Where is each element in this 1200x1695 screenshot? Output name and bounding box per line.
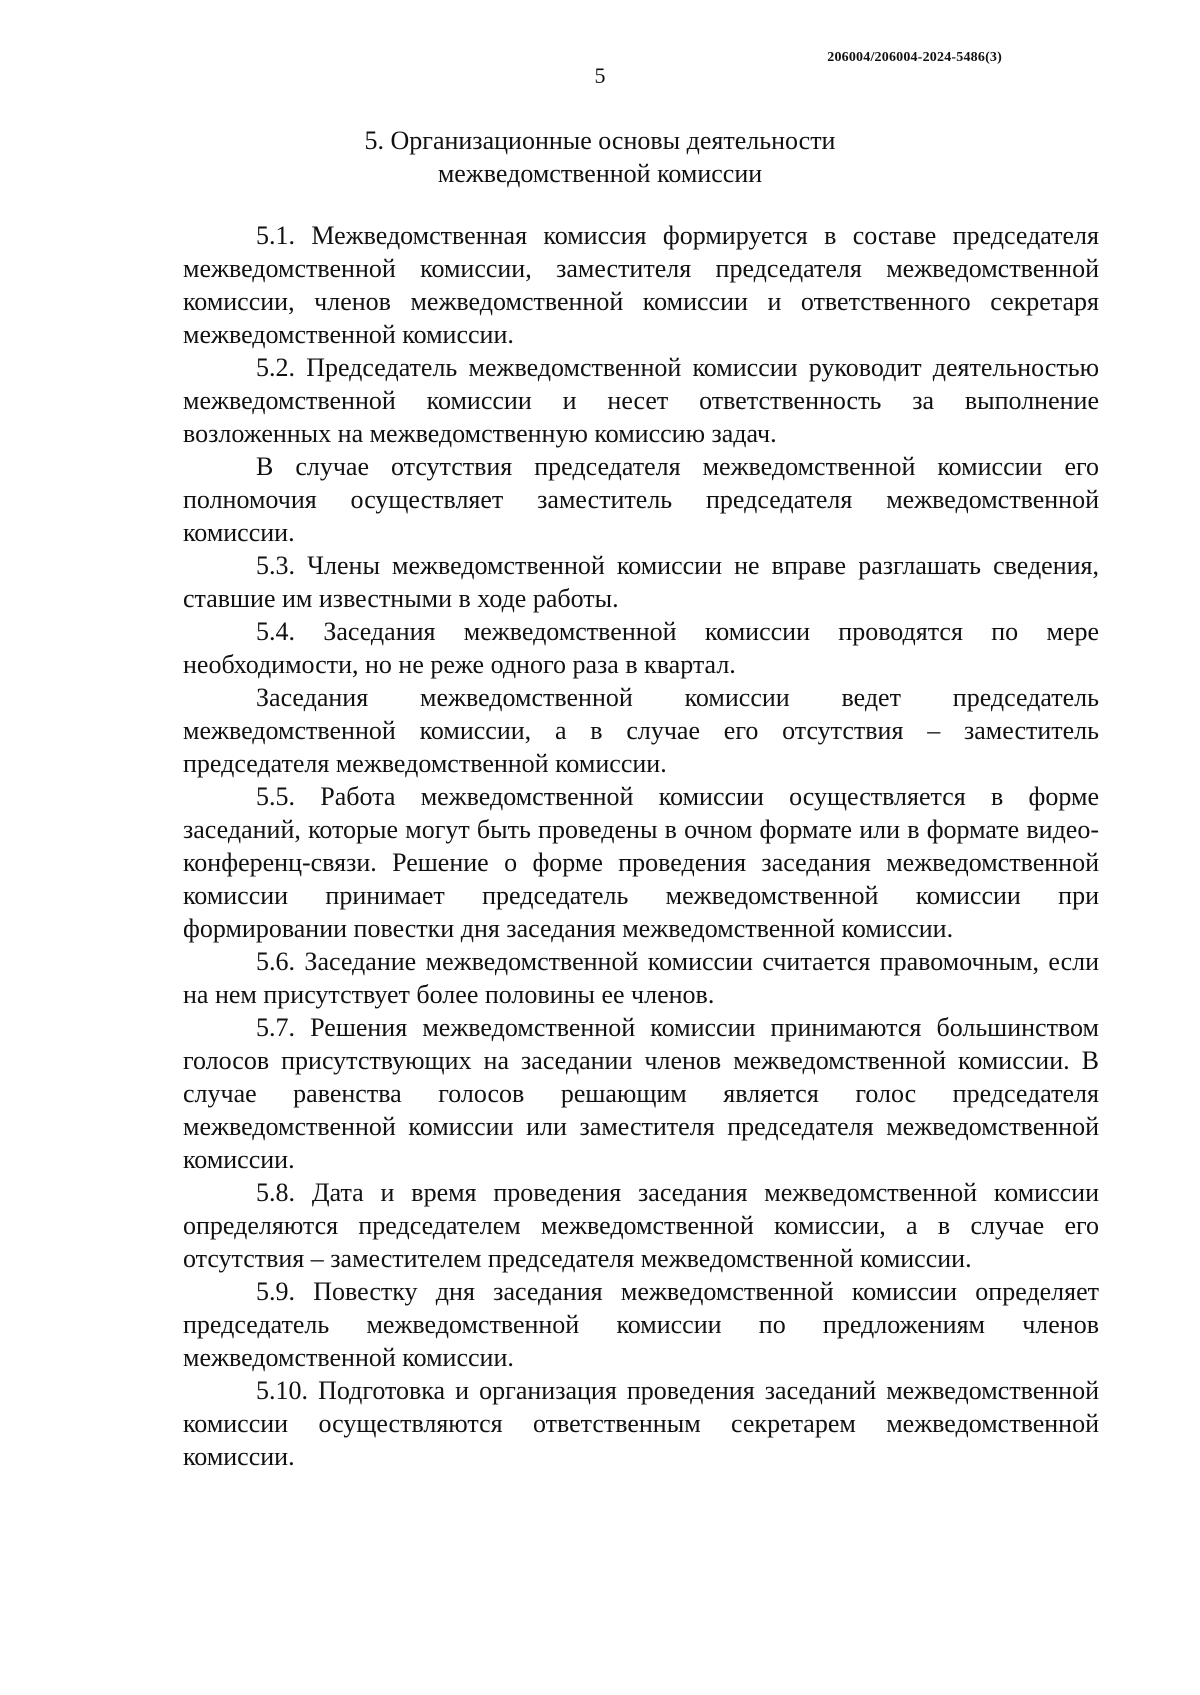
paragraph-5-10: 5.10. Подготовка и организация проведения заседаний межведомственной комиссии осуществляются ответственным секретарем межведомственной комиссии. bbox=[183, 1376, 1099, 1471]
paragraph-5-7: 5.7. Решения межведомственной комиссии принимаются большинством голосов присутствующих на заседании членов межведомственной комиссии. В случае равенства голосов решающим является голос председателя межведомственной комиссии или заместителя председателя межведомственной комиссии. bbox=[183, 1013, 1099, 1174]
paragraph-5-6: 5.6. Заседание межведомственной комиссии считается правомочным, если на нем присутствует более половины ее членов. bbox=[183, 947, 1099, 1009]
paragraph-5-4-continued: Заседания межведомственной комиссии ведет председатель межведомственной комиссии, а в случае его отсутствия – заместитель председателя межведомственной комиссии. bbox=[183, 683, 1099, 778]
paragraph-5-4: 5.4. Заседания межведомственной комиссии проводятся по мере необходимости, но не реже одного раза в квартал. bbox=[183, 617, 1099, 679]
paragraph-5-2-continued: В случае отсутствия председателя межведомственной комиссии его полномочия осуществляет заместитель председателя межведомственной комиссии. bbox=[183, 452, 1099, 547]
paragraph-5-9: 5.9. Повестку дня заседания межведомственной комиссии определяет председатель межведомственной комиссии по предложениям членов межведомственной комиссии. bbox=[183, 1277, 1099, 1372]
section-title-line-1: 5. Организационные основы деятельности bbox=[364, 126, 836, 155]
paragraph-5-2: 5.2. Председатель межведомственной комиссии руководит деятельностью межведомственной комиссии и несет ответственность за выполнение возложенных на межведомственную комиссию задач. bbox=[183, 353, 1099, 448]
section-title-line-2: межведомственной комиссии bbox=[437, 159, 763, 188]
page-number: 5 bbox=[594, 63, 606, 88]
paragraph-5-8: 5.8. Дата и время проведения заседания межведомственной комиссии определяются председателем межведомственной комиссии, а в случае его отсутствия – заместителем председателя межведомственной комиссии. bbox=[183, 1178, 1099, 1273]
paragraph-5-1: 5.1. Межведомственная комиссия формируется в составе председателя межведомственной комиссии, заместителя председателя межведомственной комиссии, членов межведомственной комиссии и ответственного секретаря межведомственной комиссии. bbox=[183, 221, 1099, 349]
paragraph-5-5: 5.5. Работа межведомственной комиссии осуществляется в форме заседаний, которые могут быть проведены в очном формате или в формате видео-конференц-связи. Решение о форме проведения заседания межведомственной комиссии принимает председатель межведомственной комиссии при формировании повестки дня заседания межведомственной комиссии. bbox=[183, 782, 1099, 943]
paragraph-5-3: 5.3. Члены межведомственной комиссии не вправе разглашать сведения, ставшие им известными в ходе работы. bbox=[183, 551, 1099, 613]
document-code: 206004/206004-2024-5486(3) bbox=[827, 50, 1002, 65]
section-title bbox=[0, 124, 1200, 190]
section-body bbox=[183, 219, 1099, 1473]
